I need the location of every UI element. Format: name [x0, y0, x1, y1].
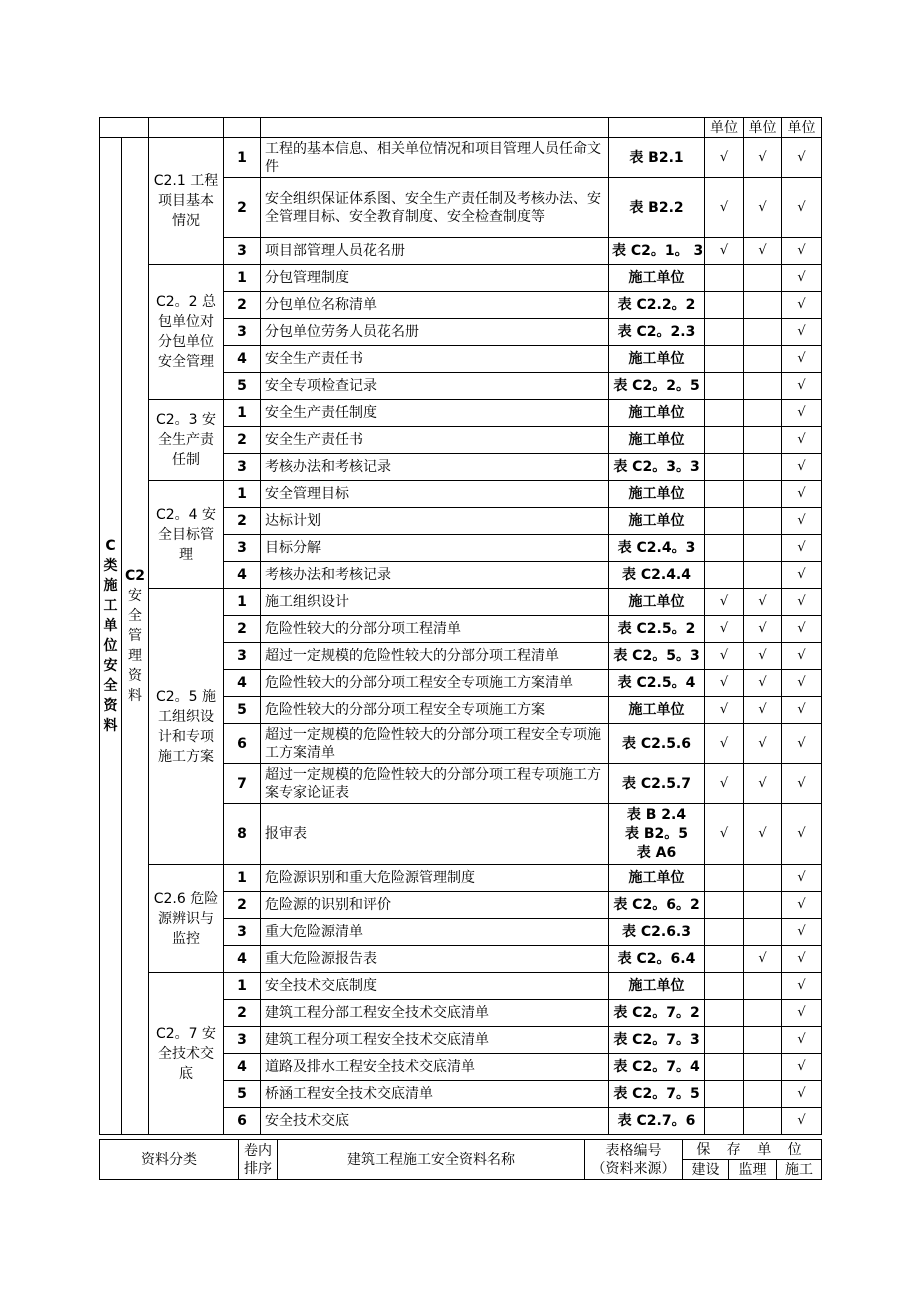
item-name: 重大危险源清单: [261, 919, 609, 946]
check-cell: [705, 562, 744, 589]
item-name: 建筑工程分项工程安全技术交底清单: [261, 1027, 609, 1054]
check-mark-icon: √: [797, 270, 806, 285]
check-cell: [782, 946, 822, 973]
check-mark-icon: √: [797, 378, 806, 393]
item-name: 安全技术交底制度: [261, 973, 609, 1000]
check-mark-icon: √: [797, 594, 806, 609]
check-mark-icon: √: [797, 702, 806, 717]
check-mark-icon: √: [719, 702, 729, 717]
check-mark-icon: √: [758, 702, 767, 717]
form-code: 施工单位: [609, 973, 705, 1000]
row-number: 6: [224, 724, 261, 764]
item-name: 道路及排水工程安全技术交底清单: [261, 1054, 609, 1081]
check-mark-icon: √: [758, 243, 767, 258]
row-number: 3: [224, 319, 261, 346]
check-mark-icon: √: [797, 432, 806, 447]
check-cell: [782, 616, 822, 643]
form-code: 表 C2。7。5: [609, 1081, 705, 1108]
form-code: 表 C2。6.4: [609, 946, 705, 973]
check-mark-icon: √: [758, 675, 767, 690]
check-cell: [782, 804, 822, 865]
row-number: 5: [224, 697, 261, 724]
row-number: 6: [224, 1108, 261, 1135]
unit-header: 单位: [744, 118, 782, 138]
check-cell: [705, 670, 744, 697]
item-name: 危险性较大的分部分项工程安全专项施工方案清单: [261, 670, 609, 697]
item-name: 分包单位劳务人员花名册: [261, 319, 609, 346]
item-name: 超过一定规模的危险性较大的分部分项工程清单: [261, 643, 609, 670]
form-code: 表 C2.4.4: [609, 562, 705, 589]
check-cell: [705, 178, 744, 238]
check-cell: [782, 292, 822, 319]
row-number: 5: [224, 1081, 261, 1108]
unit-construction: 建设: [683, 1160, 729, 1180]
unit-supervision: 监理: [729, 1160, 777, 1180]
check-cell: [782, 973, 822, 1000]
check-mark-icon: √: [719, 594, 729, 609]
check-cell: [705, 616, 744, 643]
check-cell: [744, 1000, 782, 1027]
check-cell: [705, 1054, 744, 1081]
check-cell: [782, 265, 822, 292]
form-code: 表 C2。5。3: [609, 643, 705, 670]
check-mark-icon: √: [758, 826, 767, 841]
row-number: 2: [224, 892, 261, 919]
row-number: 5: [224, 373, 261, 400]
check-mark-icon: √: [719, 621, 729, 636]
check-cell: [782, 724, 822, 764]
check-cell: [705, 265, 744, 292]
check-cell: [705, 1027, 744, 1054]
check-cell: [705, 946, 744, 973]
check-mark-icon: √: [797, 675, 806, 690]
table-row: [100, 265, 822, 292]
form-code: 施工单位: [609, 508, 705, 535]
unit-header: 单位: [782, 118, 822, 138]
order-label: 卷内 排序: [239, 1140, 278, 1180]
item-name: 施工组织设计: [261, 589, 609, 616]
item-name: 安全专项检查记录: [261, 373, 609, 400]
group-title: C2。2 总包单位对分包单位安全管理: [149, 265, 224, 400]
item-name: 危险源识别和重大危险源管理制度: [261, 865, 609, 892]
item-name: 工程的基本信息、相关单位情况和项目管理人员任命文件: [261, 138, 609, 178]
group-title: C2。3 安全生产责任制: [149, 400, 224, 481]
check-cell: [744, 1054, 782, 1081]
check-mark-icon: √: [797, 1086, 806, 1101]
item-name: 安全组织保证体系图、安全生产责任制及考核办法、安全管理目标、安全教育制度、安全检查制度等: [261, 178, 609, 238]
check-mark-icon: √: [797, 1005, 806, 1020]
check-cell: [782, 400, 822, 427]
check-mark-icon: √: [797, 1113, 806, 1128]
classification-label: 资料分类: [100, 1140, 239, 1180]
item-name: 危险源的识别和评价: [261, 892, 609, 919]
form-code: 施工单位: [609, 481, 705, 508]
row-number: 1: [224, 589, 261, 616]
check-mark-icon: √: [797, 735, 806, 751]
check-cell: [744, 535, 782, 562]
check-mark-icon: √: [797, 775, 806, 791]
check-mark-icon: √: [797, 648, 806, 663]
unit-header: 单位: [705, 118, 744, 138]
check-mark-icon: √: [719, 243, 729, 258]
row-number: 2: [224, 616, 261, 643]
row-number: 3: [224, 454, 261, 481]
check-cell: [705, 697, 744, 724]
check-cell: [744, 238, 782, 265]
check-cell: [782, 1027, 822, 1054]
check-mark-icon: √: [719, 149, 729, 165]
item-name: 目标分解: [261, 535, 609, 562]
form-code: 施工单位: [609, 265, 705, 292]
row-number: 4: [224, 946, 261, 973]
check-cell: [744, 1027, 782, 1054]
form-code: 表 C2.5。4: [609, 670, 705, 697]
check-cell: [705, 508, 744, 535]
check-cell: [744, 508, 782, 535]
item-name: 考核办法和考核记录: [261, 454, 609, 481]
check-cell: [744, 1108, 782, 1135]
form-code: 表 C2.5.7: [609, 764, 705, 804]
check-cell: [705, 973, 744, 1000]
form-code: 施工单位: [609, 346, 705, 373]
form-code: 表 C2.5.6: [609, 724, 705, 764]
check-cell: [744, 804, 782, 865]
check-cell: [782, 892, 822, 919]
row-number: 2: [224, 1000, 261, 1027]
table-row: [100, 138, 822, 178]
check-mark-icon: √: [797, 486, 806, 501]
item-name: 安全管理目标: [261, 481, 609, 508]
check-cell: [782, 643, 822, 670]
form-code: 施工单位: [609, 697, 705, 724]
item-name: 安全生产责任书: [261, 346, 609, 373]
form-code: 表 C2。3。3: [609, 454, 705, 481]
check-mark-icon: √: [758, 149, 767, 165]
check-mark-icon: √: [758, 199, 767, 215]
check-cell: [782, 670, 822, 697]
row-number: 3: [224, 535, 261, 562]
check-cell: [744, 454, 782, 481]
group-title: C2。7 安全技术交底: [149, 973, 224, 1135]
table-footer: [99, 1139, 821, 1180]
form-code: 表 C2。1。 3: [609, 238, 705, 265]
check-cell: [782, 319, 822, 346]
check-mark-icon: √: [797, 826, 806, 841]
row-number: 7: [224, 764, 261, 804]
form-code: 表 C2.5。2: [609, 616, 705, 643]
check-cell: [744, 946, 782, 973]
check-cell: [705, 319, 744, 346]
check-cell: [705, 373, 744, 400]
check-cell: [705, 1081, 744, 1108]
row-number: 4: [224, 346, 261, 373]
check-cell: [744, 178, 782, 238]
check-cell: [782, 1000, 822, 1027]
check-cell: [744, 481, 782, 508]
check-cell: [744, 427, 782, 454]
form-code: 表 C2。6。2: [609, 892, 705, 919]
item-name: 超过一定规模的危险性较大的分部分项工程安全专项施工方案清单: [261, 724, 609, 764]
check-cell: [744, 373, 782, 400]
item-name: 安全生产责任书: [261, 427, 609, 454]
check-cell: [744, 346, 782, 373]
row-number: 1: [224, 138, 261, 178]
check-cell: [705, 1000, 744, 1027]
table-row: [100, 973, 822, 1000]
item-name: 超过一定规模的危险性较大的分部分项工程专项施工方案专家论证表: [261, 764, 609, 804]
check-cell: [705, 427, 744, 454]
item-name: 达标计划: [261, 508, 609, 535]
check-cell: [782, 1108, 822, 1135]
row-number: 3: [224, 1027, 261, 1054]
row-number: 4: [224, 1054, 261, 1081]
check-cell: [705, 138, 744, 178]
check-mark-icon: √: [797, 540, 806, 555]
check-cell: [705, 400, 744, 427]
check-cell: [744, 138, 782, 178]
table-row: [100, 400, 822, 427]
check-cell: [782, 138, 822, 178]
form-code: 施工单位: [609, 400, 705, 427]
check-cell: [782, 481, 822, 508]
category-label: C 类 施 工 单 位 安 全 资 料: [100, 138, 122, 1135]
check-cell: [782, 562, 822, 589]
item-name: 安全技术交底: [261, 1108, 609, 1135]
form-code: 表 C2.6.3: [609, 919, 705, 946]
form-code: 表 C2。2.3: [609, 319, 705, 346]
form-code: 施工单位: [609, 427, 705, 454]
item-name: 报审表: [261, 804, 609, 865]
check-cell: [782, 454, 822, 481]
check-cell: [782, 238, 822, 265]
check-cell: [744, 973, 782, 1000]
row-number: 3: [224, 643, 261, 670]
table-row: [100, 589, 822, 616]
item-name: 建筑工程分部工程安全技术交底清单: [261, 1000, 609, 1027]
check-cell: [744, 1081, 782, 1108]
check-mark-icon: √: [797, 351, 806, 366]
unit-contractor: 施工: [777, 1160, 822, 1180]
check-mark-icon: √: [797, 1059, 806, 1074]
check-cell: [782, 1081, 822, 1108]
check-mark-icon: √: [797, 924, 806, 939]
row-number: 1: [224, 265, 261, 292]
check-mark-icon: √: [797, 870, 806, 885]
check-cell: [705, 535, 744, 562]
check-cell: [782, 346, 822, 373]
check-mark-icon: √: [719, 648, 729, 663]
check-cell: [744, 919, 782, 946]
row-number: 4: [224, 670, 261, 697]
group-title: C2。4 安全目标管理: [149, 481, 224, 589]
table-row: [100, 865, 822, 892]
form-code: 表 B2.2: [609, 178, 705, 238]
check-cell: [705, 804, 744, 865]
check-cell: [705, 454, 744, 481]
form-code: 表 C2。7。4: [609, 1054, 705, 1081]
check-mark-icon: √: [797, 459, 806, 474]
form-code: 表 B 2.4 表 B2。5 表 A6: [609, 804, 705, 865]
row-number: 1: [224, 400, 261, 427]
check-mark-icon: √: [758, 775, 767, 791]
form-code: 表 C2。2。5: [609, 373, 705, 400]
check-cell: [782, 697, 822, 724]
check-cell: [782, 178, 822, 238]
check-cell: [782, 508, 822, 535]
check-cell: [705, 589, 744, 616]
item-name: 桥涵工程安全技术交底清单: [261, 1081, 609, 1108]
check-cell: [744, 265, 782, 292]
check-cell: [744, 865, 782, 892]
check-mark-icon: √: [719, 675, 729, 690]
check-cell: [744, 697, 782, 724]
check-mark-icon: √: [758, 648, 767, 663]
check-mark-icon: √: [719, 775, 729, 791]
row-number: 8: [224, 804, 261, 865]
check-cell: [705, 481, 744, 508]
check-mark-icon: √: [719, 826, 729, 841]
check-cell: [744, 892, 782, 919]
row-number: 3: [224, 238, 261, 265]
storage-unit-label: 保 存 单 位: [683, 1140, 822, 1160]
item-name: 项目部管理人员花名册: [261, 238, 609, 265]
check-cell: [782, 919, 822, 946]
group-title: C2.6 危险源辨识与监控: [149, 865, 224, 973]
check-mark-icon: √: [758, 594, 767, 609]
item-name: 危险性较大的分部分项工程清单: [261, 616, 609, 643]
check-mark-icon: √: [797, 1032, 806, 1047]
row-number: 2: [224, 178, 261, 238]
check-cell: [744, 292, 782, 319]
check-mark-icon: √: [758, 951, 767, 966]
check-cell: [782, 427, 822, 454]
check-cell: [744, 562, 782, 589]
check-cell: [705, 892, 744, 919]
check-mark-icon: √: [797, 149, 806, 165]
check-cell: [744, 764, 782, 804]
check-mark-icon: √: [797, 324, 806, 339]
item-name: 危险性较大的分部分项工程安全专项施工方案: [261, 697, 609, 724]
check-mark-icon: √: [758, 621, 767, 636]
group-title: C2.1 工程项目基本情况: [149, 138, 224, 265]
form-code: 施工单位: [609, 865, 705, 892]
check-cell: [705, 724, 744, 764]
row-number: 3: [224, 919, 261, 946]
item-name: 分包单位名称清单: [261, 292, 609, 319]
check-cell: [782, 1054, 822, 1081]
check-mark-icon: √: [797, 199, 806, 215]
row-number: 1: [224, 481, 261, 508]
check-cell: [705, 643, 744, 670]
header-row: [100, 118, 822, 138]
form-code: 表 C2.4。3: [609, 535, 705, 562]
item-name: 分包管理制度: [261, 265, 609, 292]
table-row: [100, 481, 822, 508]
check-mark-icon: √: [797, 513, 806, 528]
check-cell: [705, 764, 744, 804]
check-cell: [705, 346, 744, 373]
check-cell: [782, 535, 822, 562]
check-cell: [744, 400, 782, 427]
check-mark-icon: √: [797, 897, 806, 912]
form-code: 表 C2。7。3: [609, 1027, 705, 1054]
safety-data-table: [99, 117, 821, 1135]
item-name: 安全生产责任制度: [261, 400, 609, 427]
subcategory-label: C2 安 全 管 理 资 料: [122, 138, 149, 1135]
check-mark-icon: √: [719, 735, 729, 751]
check-mark-icon: √: [797, 567, 806, 582]
check-mark-icon: √: [719, 199, 729, 215]
check-cell: [744, 589, 782, 616]
item-name: 考核办法和考核记录: [261, 562, 609, 589]
check-mark-icon: √: [758, 735, 767, 751]
group-title: C2。5 施工组织设计和专项施工方案: [149, 589, 224, 865]
check-cell: [782, 764, 822, 804]
form-code: 表 B2.1: [609, 138, 705, 178]
check-cell: [744, 643, 782, 670]
check-cell: [744, 724, 782, 764]
check-cell: [705, 238, 744, 265]
row-number: 2: [224, 292, 261, 319]
check-mark-icon: √: [797, 297, 806, 312]
row-number: 2: [224, 508, 261, 535]
form-code: 施工单位: [609, 589, 705, 616]
check-mark-icon: √: [797, 621, 806, 636]
check-cell: [744, 670, 782, 697]
row-number: 4: [224, 562, 261, 589]
check-mark-icon: √: [797, 243, 806, 258]
check-cell: [782, 865, 822, 892]
check-cell: [782, 589, 822, 616]
check-cell: [744, 319, 782, 346]
check-mark-icon: √: [797, 405, 806, 420]
name-label: 建筑工程施工安全资料名称: [278, 1140, 585, 1180]
check-mark-icon: √: [797, 978, 806, 993]
check-cell: [744, 616, 782, 643]
form-code: 表 C2.7。6: [609, 1108, 705, 1135]
row-number: 1: [224, 973, 261, 1000]
row-number: 2: [224, 427, 261, 454]
form-no-label: 表格编号 （资料来源）: [585, 1140, 683, 1180]
check-cell: [705, 1108, 744, 1135]
check-cell: [705, 865, 744, 892]
item-name: 重大危险源报告表: [261, 946, 609, 973]
form-code: 表 C2.2。2: [609, 292, 705, 319]
row-number: 1: [224, 865, 261, 892]
form-code: 表 C2。7。2: [609, 1000, 705, 1027]
check-mark-icon: √: [797, 951, 806, 966]
check-cell: [782, 373, 822, 400]
check-cell: [705, 292, 744, 319]
check-cell: [705, 919, 744, 946]
